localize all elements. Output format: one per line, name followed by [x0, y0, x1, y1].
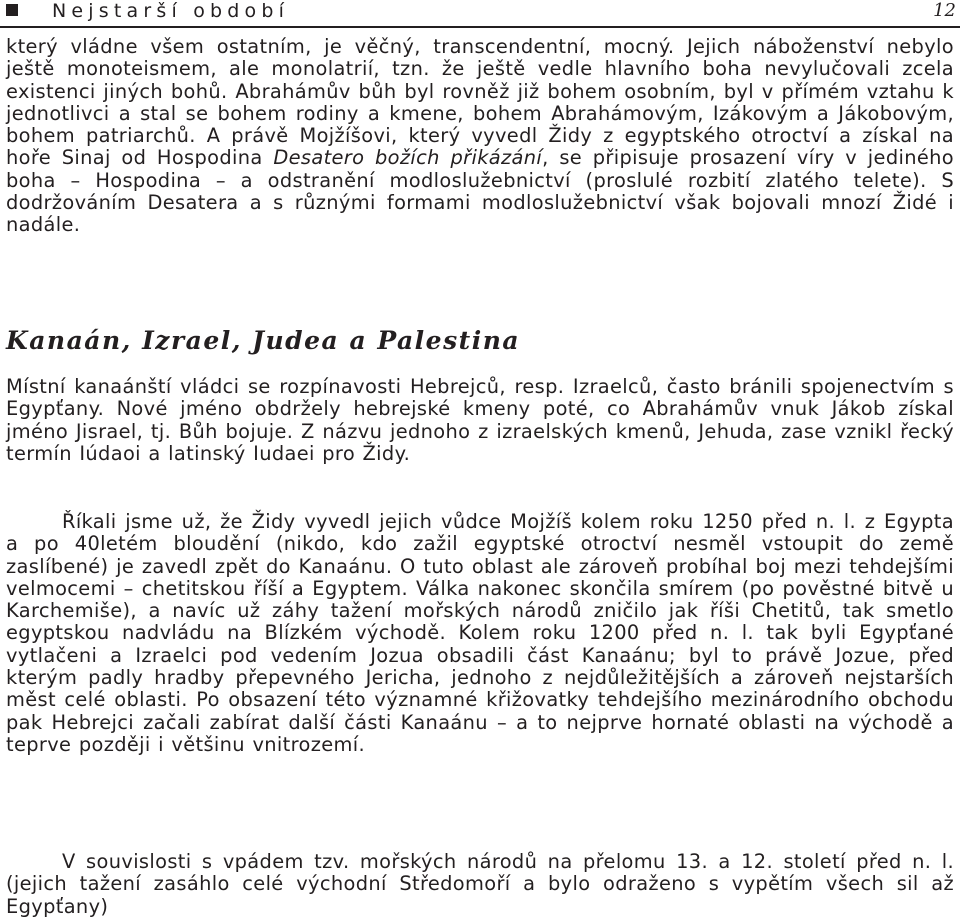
page-header	[6, 0, 956, 22]
square-bullet-icon	[6, 4, 18, 16]
page-number: 12	[933, 0, 956, 21]
paragraph-intro-text-a: který vládne všem ostatním, je věčný, transcendentní, mocný. Jejich náboženství nebylo ještě monoteismem, ale monolatrií, tzn. že ještě vedle hlavního boha nevylučovali zcela existenci jiných bohů. Abrahámův bůh byl rovněž již bohem osobním, byl v přímém vztahu k jednotlivci a stal se bohem rodiny a kmene, bohem Abrahámovým, Izákovým a Jákobovým, bohem patriarchů. A právě Mojžíšovi, který vyvedl Židy z egyptského otroctví a získal na hoře Sinaj od Hospodina	[6, 35, 954, 170]
paragraph-intro-emphasis: Desatero božích přikázání	[273, 146, 543, 170]
paragraph-sea-peoples: V souvislosti s vpádem tzv. mořských národů na přelomu 13. a 12. století před n. l. (jejich tažení zasáhlo celé východní Středomoří a bylo odraženo s vypětím všech sil až Egypťany)	[6, 850, 954, 918]
paragraph-intro-text-b: , se připisuje prosazení víry v jediného boha – Hospodina – a odstranění modloslužebnictví (proslulé rozbití zlatého telete). S dodržováním Desatera a s různými formami modloslužebnictví však bojovali mnozí Židé i nadále.	[6, 146, 954, 237]
paragraph-intro	[6, 36, 954, 237]
section-title: Nejstarší období	[52, 0, 290, 22]
header-rule	[0, 26, 960, 28]
paragraph-kanaan: Místní kanaánští vládci se rozpínavosti Hebrejců, resp. Izraelců, často bránili spojenectvím s Egypťany. Nové jméno obdržely hebrejské kmeny poté, co Abrahámův vnuk Jákob získal jméno Jisrael, tj. Bůh bojuje. Z názvu jednoho z izraelských kmenů, Jehuda, zase vznikl řecký termín Iúdaoi a latinský Iudaei pro Židy.	[6, 375, 954, 465]
paragraph-exodus: Říkali jsme už, že Židy vyvedl jejich vůdce Mojžíš kolem roku 1250 před n. l. z Egypta a po 40letém bloudění (nikdo, kdo zažil egyptské otroctví nesměl vstoupit do země zaslíbené) je zavedl zpět do Kanaánu. O tuto oblast ale zároveň probíhal boj mezi tehdejšími velmocemi – chetitskou říší a Egyptem. Válka nakonec skončila smírem (po pověstné bitvě u Karchemiše), a navíc už záhy tažení mořských národů zničilo jak říši Chetitů, tak smetlo egyptskou nadvládu na Blízkém východě. Kolem roku 1200 před n. l. tak byli Egypťané vytlačeni a Izraelci pod vedením Jozua obsadili část Kanaánu; byl to právě Jozue, před kterým padly hradby přepevného Jericha, jednoho z nejdůležitějších a zároveň nejstarších měst celé oblasti. Po obsazení této významné křižovatky tehdejšího mezinárodního obchodu pak Hebrejci začali zabírat další části Kanaánu – a to nejprve hornaté oblasti na východě a teprve později i většinu vnitrozemí.	[6, 510, 954, 756]
section-heading: Kanaán, Izrael, Judea a Palestina	[6, 326, 521, 355]
